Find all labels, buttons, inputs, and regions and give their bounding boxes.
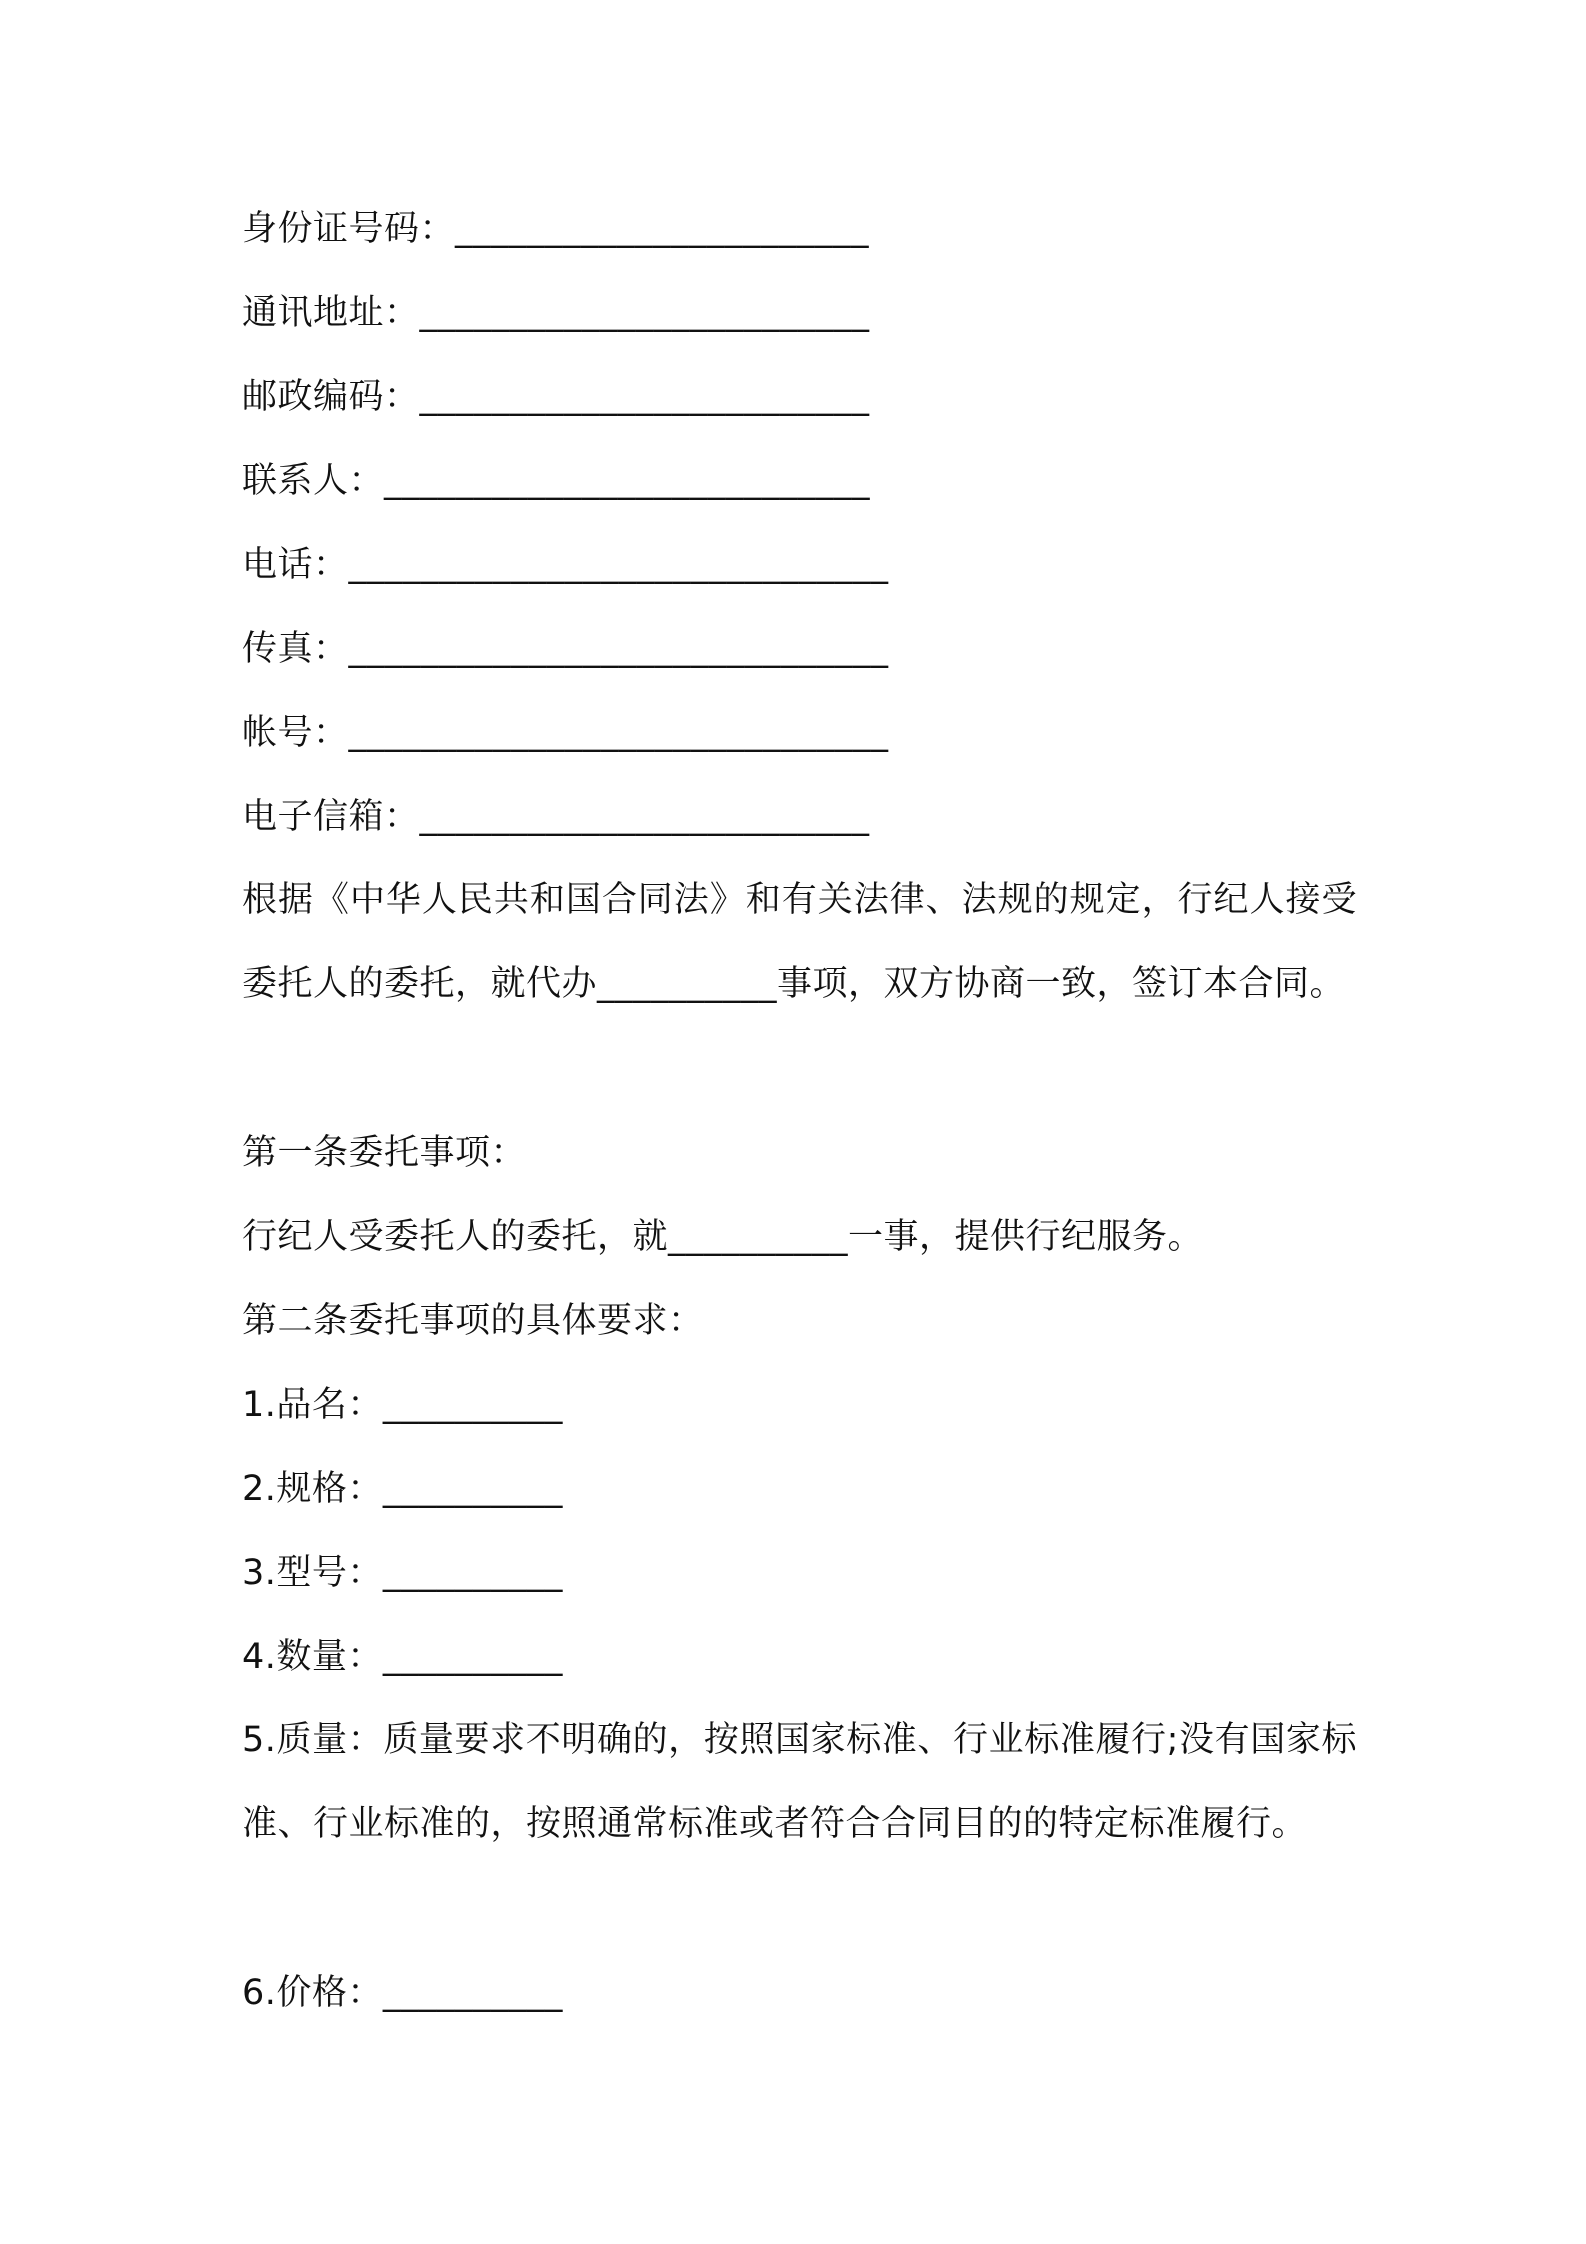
item-spec: 2.规格：__________	[242, 1469, 563, 1509]
item-price: 6.价格：__________	[242, 1973, 563, 2013]
intro-paragraph: 根据《中华人民共和国合同法》和有关法律、法规的规定，行纪人接受委托人的委托，就代办__________事项，双方协商一致，签订本合同。	[242, 880, 1357, 1004]
field-id-number: 身份证号码：_______________________	[242, 209, 870, 249]
field-account: 帐号：______________________________	[242, 713, 889, 753]
field-email: 电子信箱：_________________________	[242, 797, 870, 837]
field-address: 通讯地址：_________________________	[242, 293, 870, 333]
article2-title: 第二条委托事项的具体要求：	[242, 1301, 704, 1341]
item-quantity: 4.数量：__________	[242, 1637, 563, 1677]
field-contact: 联系人：___________________________	[242, 461, 871, 501]
item-model: 3.型号：__________	[242, 1553, 563, 1593]
field-postal-code: 邮政编码：_________________________	[242, 377, 870, 417]
field-phone: 电话：______________________________	[242, 545, 889, 585]
article1-title: 第一条委托事项：	[242, 1133, 527, 1173]
field-fax: 传真：______________________________	[242, 629, 889, 669]
article1-body: 行纪人受委托人的委托，就__________一事，提供行纪服务。	[242, 1217, 1204, 1257]
item-name: 1.品名：__________	[242, 1385, 563, 1425]
item-quality: 5.质量：质量要求不明确的，按照国家标准、行业标准履行;没有国家标准、行业标准的，按照通常标准或者符合合同目的的特定标准履行。	[242, 1720, 1357, 1844]
